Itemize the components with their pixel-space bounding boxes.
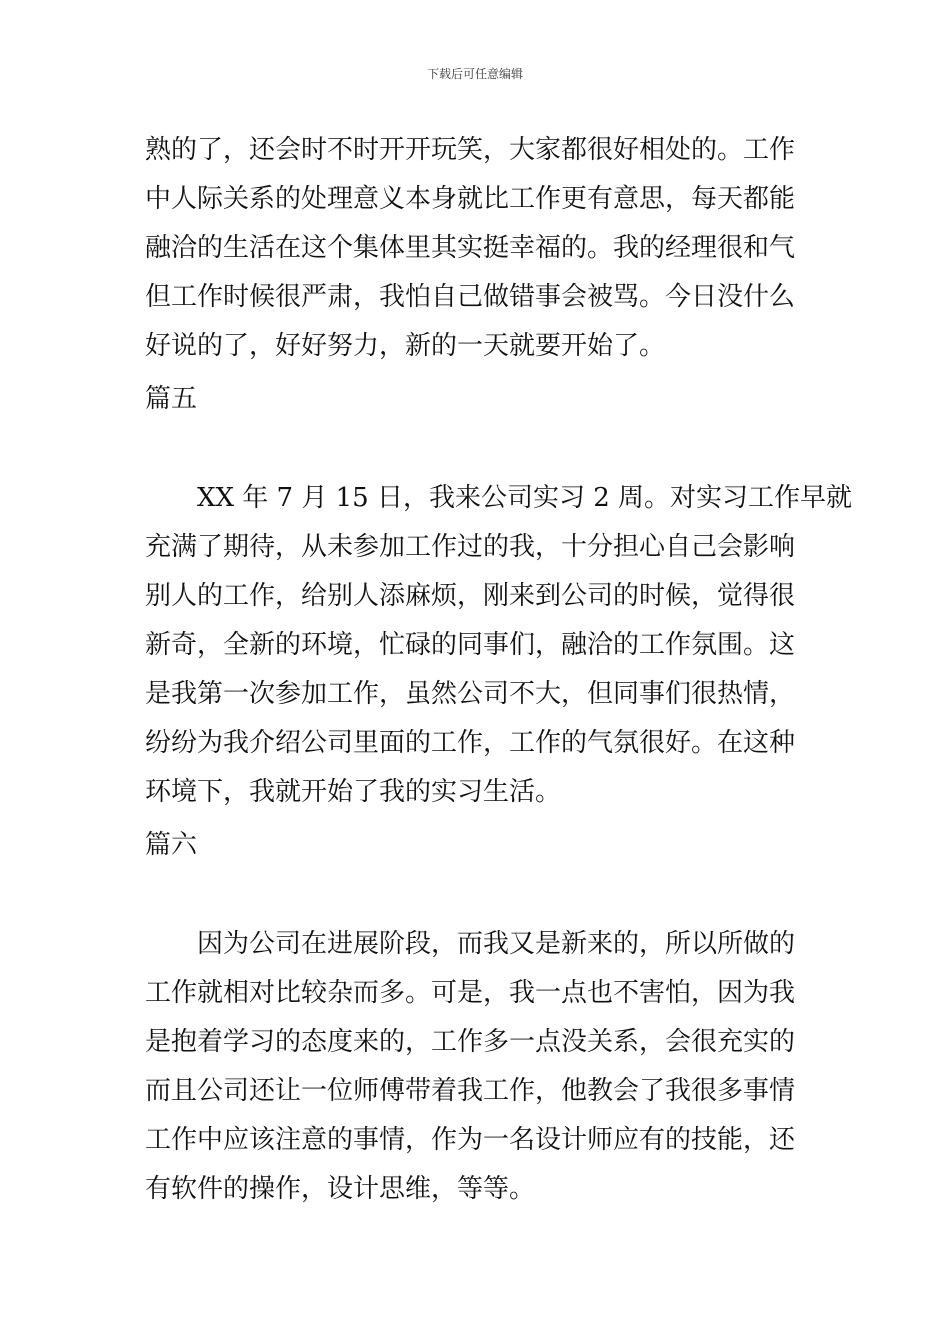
text-line: 是我第一次参加工作，虽然公司不大，但同事们很热情，: [145, 679, 796, 709]
section-heading: 篇五: [145, 384, 198, 414]
section-heading: 篇六: [145, 830, 198, 860]
text-line: 因为公司在进展阶段，而我又是新来的，所以所做的: [145, 929, 796, 959]
text-line: 充满了期待，从未参加工作过的我，十分担心自己会影响: [145, 532, 796, 562]
text-line: 好说的了，好好努力，新的一天就要开始了。: [145, 331, 666, 361]
text-line: 而且公司还让一位师傅带着我工作，他教会了我很多事情: [145, 1076, 796, 1106]
text-line: 工作就相对比较杂而多。可是，我一点也不害怕，因为我: [145, 978, 796, 1008]
text-line: 环境下，我就开始了我的实习生活。: [145, 777, 562, 807]
text-line: 工作中应该注意的事情，作为一名设计师应有的技能，还: [145, 1125, 796, 1155]
text-line: 中人际关系的处理意义本身就比工作更有意思，每天都能: [145, 184, 796, 214]
text-line: 新奇，全新的环境，忙碌的同事们，融洽的工作氛围。这: [145, 630, 796, 660]
text-line: 有软件的操作，设计思维，等等。: [145, 1174, 536, 1204]
page-header: 下载后可任意编辑: [426, 67, 523, 81]
text-line: 但工作时候很严肃，我怕自己做错事会被骂。今日没什么: [145, 282, 796, 312]
text-line: 纷纷为我介绍公司里面的工作，工作的气氛很好。在这种: [145, 728, 796, 758]
text-line: 是抱着学习的态度来的，工作多一点没关系，会很充实的: [145, 1027, 796, 1057]
text-line: XX 年 7 月 15 日，我来公司实习 2 周。对实习工作早就: [145, 483, 853, 513]
text-line: 融洽的生活在这个集体里其实挺幸福的。我的经理很和气: [145, 233, 796, 263]
text-line: 别人的工作，给别人添麻烦，刚来到公司的时候，觉得很: [145, 581, 796, 611]
text-line: 熟的了，还会时不时开开玩笑，大家都很好相处的。工作: [145, 135, 796, 165]
